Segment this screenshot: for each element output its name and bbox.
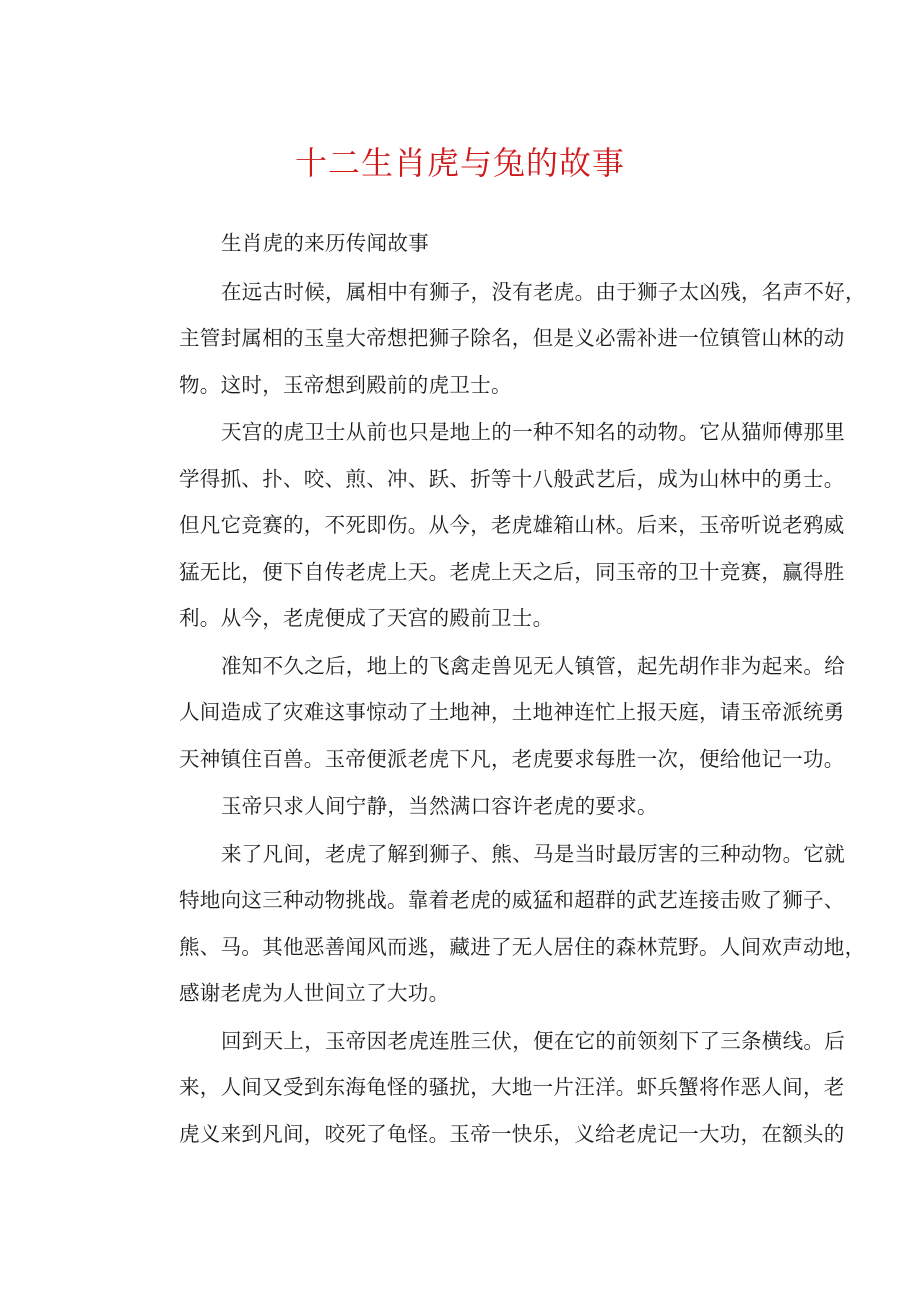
paragraph-line: 来，人间又受到东海龟怪的骚扰，大地一片汪洋。虾兵蟹将作恶人间，老 xyxy=(179,1075,845,1099)
paragraph-line: 物。这时，玉帝想到殿前的虎卫士。 xyxy=(179,372,512,397)
paragraph-line: 主管封属相的玉皇大帝想把狮子除名，但是义必需补进一位镇管山林的动 xyxy=(179,326,845,350)
paragraph-line: 准知不久之后，地上的飞禽走兽见无人镇管，起先胡作非为起来。给 xyxy=(221,653,845,678)
paragraph-line: 来了凡间，老虎了解到狮子、熊、马是当时最厉害的三种动物。它就 xyxy=(221,841,845,866)
paragraph-line: 天宫的虎卫士从前也只是地上的一种不知名的动物。它从猫师傅那里 xyxy=(221,420,845,444)
paragraph-line: 但凡它竞赛的，不死即伤。从今，老虎雄箱山林。后来，玉帝听说老鸦威 xyxy=(179,513,845,537)
paragraph-line: 人间造成了灾难这事惊动了土地神，土地神连忙上报天庭，请玉帝派统勇 xyxy=(179,700,845,724)
paragraph xyxy=(137,831,866,1017)
document-body xyxy=(137,220,866,1157)
paragraph-line: 感谢老虎为人世间立了大功。 xyxy=(179,981,450,1005)
paragraph-line: 学得抓、扑、咬、煎、冲、跃、折等十八般武艺后，成为山林中的勇士。 xyxy=(179,466,845,491)
paragraph xyxy=(137,1018,845,1158)
paragraph-line: 特地向这三种动物挑战。靠着老虎的威猛和超群的武艺连接击败了狮子、 xyxy=(179,888,845,912)
paragraph-line: 回到天上，玉帝因老虎连胜三伏，便在它的前领刻下了三条横线。后 xyxy=(221,1028,845,1053)
paragraph-line: 虎义来到凡间，咬死了龟怪。玉帝一快乐，义给老虎记一大功，在额头的 xyxy=(179,1121,845,1146)
paragraph-line: 熊、马。其他恶善闻风而逃，藏进了无人居住的森林荒野。人间欢声动地， xyxy=(179,934,866,959)
paragraph xyxy=(137,783,785,830)
paragraph-line: 玉帝只求人间宁静，当然满口容许老虎的要求。 xyxy=(221,794,658,818)
paragraph-line: 在远古时候，属相中有狮子，没有老虎。由于狮子太凶残，名声不好， xyxy=(221,279,866,304)
paragraph-line: 猛无比，便下自传老虎上天。老虎上天之后，同玉帝的卫十竞赛，赢得胜 xyxy=(179,559,845,584)
paragraph-subtitle xyxy=(137,220,785,267)
paragraph-line: 利。从今，老虎便成了天宫的殿前卫士。 xyxy=(179,606,554,630)
paragraph xyxy=(137,643,845,783)
paragraph xyxy=(137,269,866,409)
document-title: 十二生肖虎与兔的故事 xyxy=(294,144,625,182)
paragraph xyxy=(137,409,845,642)
paragraph-line: 天神镇住百兽。玉帝便派老虎下凡，老虎要求每胜一次，便给他记一功。 xyxy=(179,746,845,771)
paragraph-line: 生肖虎的来历传闻故事 xyxy=(221,231,429,255)
